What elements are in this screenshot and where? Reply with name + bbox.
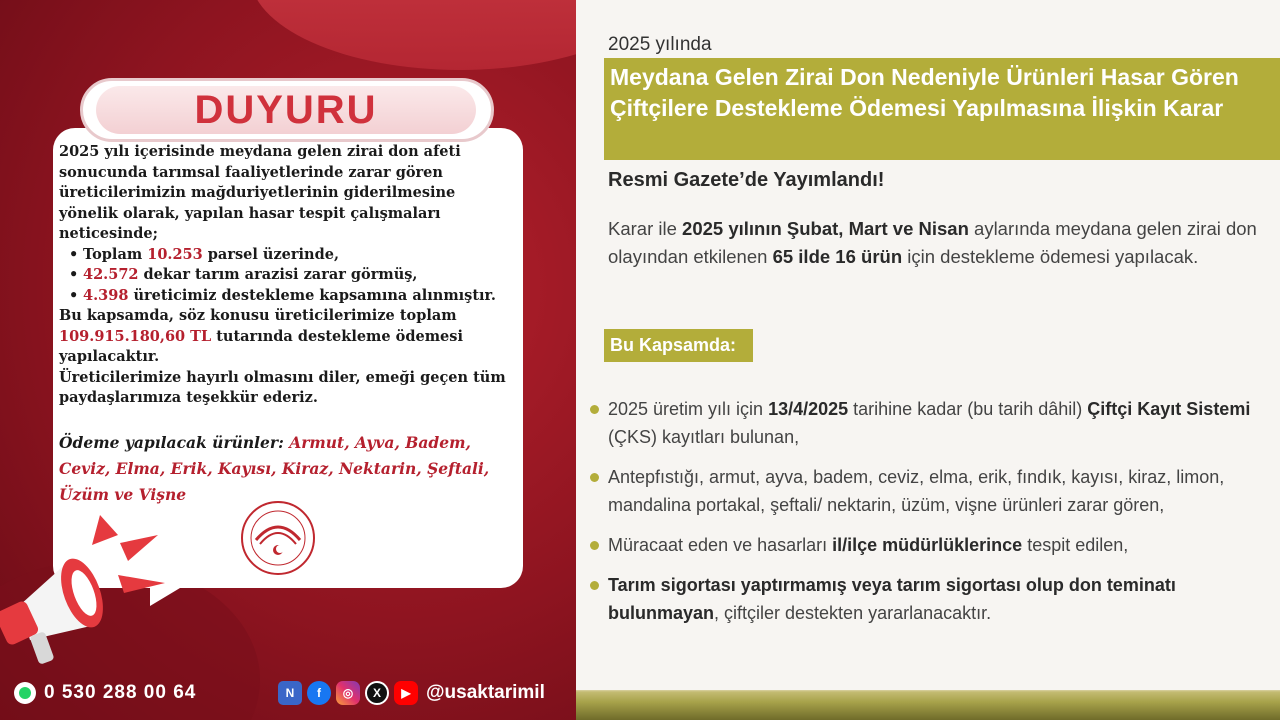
announcement-panel bbox=[0, 0, 576, 720]
phone-number: 0 530 288 00 64 bbox=[44, 682, 197, 703]
social-handle[interactable]: @usaktarimil bbox=[426, 682, 545, 703]
list-item: Müracaat eden ve hasarları il/ilçe müdürlüklerince tespit edilen, bbox=[590, 531, 1270, 559]
stats-list bbox=[59, 245, 519, 307]
list-item: Tarım sigortası yaptırmamış veya tarım sigortası olup don teminatı bulunmayan, çiftçiler destekten yararlanacaktır. bbox=[590, 571, 1270, 627]
x-icon[interactable]: X bbox=[365, 681, 389, 705]
list-item: Antepfıstığı, armut, ayva, badem, ceviz, elma, erik, fındık, kayısı, kiraz, limon, mandalina portakal, şeftali/ nektarin, üzüm, vişne ürünleri zarar gören, bbox=[590, 463, 1270, 519]
phone-contact bbox=[14, 680, 196, 706]
year-caption: 2025 yılında bbox=[608, 34, 712, 55]
decision-title: Meydana Gelen Zirai Don Nedeniyle Ürünleri Hasar Gören Çiftçilere Destekleme Ödemesi Yapılmasına İlişkin Karar bbox=[610, 64, 1239, 121]
decision-panel bbox=[576, 0, 1280, 720]
decorative-swoosh bbox=[250, 0, 576, 70]
announcement-title: DUYURU bbox=[194, 88, 378, 132]
stat-parcels: 10.253 bbox=[147, 245, 203, 263]
instagram-icon[interactable]: ◎ bbox=[336, 681, 360, 705]
list-item: • Toplam 10.253 parsel üzerinde, bbox=[59, 245, 519, 266]
youtube-icon[interactable]: ▶ bbox=[394, 681, 418, 705]
decision-summary: Karar ile 2025 yılının Şubat, Mart ve Nisan aylarında meydana gelen zirai don olayından etkilenen 65 ilde 16 ürün için destekleme ödemesi yapılacak. bbox=[608, 218, 1257, 267]
scope-text: Bu kapsamda, söz konusu üreticilerimize toplam 109.915.180,60 TL tutarında destekleme ödemesi yapılacaktır. bbox=[59, 307, 463, 365]
products-list: Armut, Ayva, Badem, Ceviz, Elma, Erik, Kayısı, Kiraz, Nektarin, Şeftali, Üzüm ve Vişne bbox=[59, 432, 490, 504]
list-item: 2025 üretim yılı için 13/4/2025 tarihine kadar (bu tarih dâhil) Çiftçi Kayıt Sistemi (ÇKS) kayıtları bulunan, bbox=[590, 395, 1270, 451]
announcement-body bbox=[59, 142, 519, 508]
total-amount: 109.915.180,60 TL bbox=[59, 327, 212, 345]
decision-subtitle: Resmi Gazete’de Yayımlandı! bbox=[608, 169, 885, 191]
nsosyal-icon[interactable]: N bbox=[278, 681, 302, 705]
stat-producers: 4.398 bbox=[83, 286, 129, 304]
social-links bbox=[278, 680, 545, 706]
ministry-seal-logo bbox=[240, 500, 316, 576]
intro-text: 2025 yılı içerisinde meydana gelen zirai don afeti sonucunda tarımsal faaliyetlerinde zarar gören üreticilerimizin mağduriyetlerinin giderilmesine yönelik olarak, yapılan hasar tespit çalışmaları neticesinde; bbox=[59, 143, 461, 242]
thanks-text: Üreticilerimize hayırlı olmasını diler, emeği geçen tüm paydaşlarımıza teşekkür ederiz. bbox=[59, 368, 506, 406]
list-item: • 4.398 üreticimiz destekleme kapsamına alınmıştır. bbox=[59, 286, 519, 307]
stat-area: 42.572 bbox=[83, 266, 139, 283]
criteria-list bbox=[590, 395, 1270, 639]
megaphone-icon bbox=[0, 505, 180, 675]
facebook-icon[interactable]: f bbox=[307, 681, 331, 705]
list-item: • 42.572 dekar tarım arazisi zarar görmüş, bbox=[59, 265, 519, 286]
scope-badge-label: Bu Kapsamda: bbox=[610, 335, 737, 355]
products-text: Ödeme yapılacak ürünler: Armut, Ayva, Badem, Ceviz, Elma, Erik, Kayısı, Kiraz, Nektarin, Şeftali, Üzüm ve Vişne bbox=[59, 432, 490, 504]
whatsapp-icon[interactable] bbox=[14, 682, 36, 704]
field-image-strip bbox=[576, 690, 1280, 720]
